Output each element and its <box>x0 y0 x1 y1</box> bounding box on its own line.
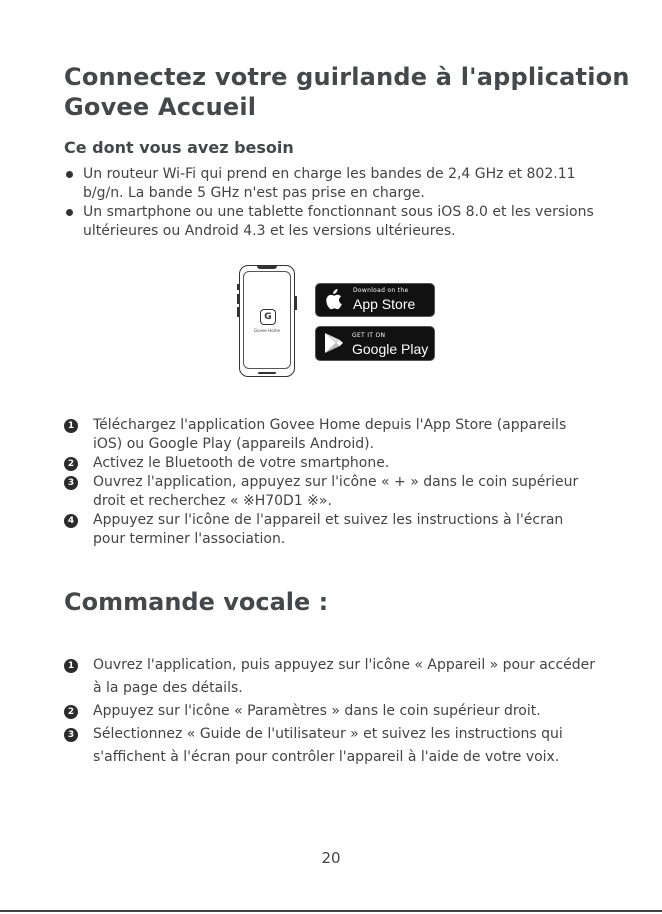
phone-home-indicator <box>258 372 276 374</box>
step-number-badge: 1 <box>64 419 78 433</box>
voice-step <box>64 700 604 723</box>
google-play-badge[interactable] <box>315 326 435 361</box>
phone-side-button <box>295 296 297 310</box>
title-line-2: Govee Accueil <box>64 93 257 121</box>
voice-step <box>64 723 604 769</box>
step-text: Téléchargez l'application Govee Home depuis l'App Store (appareils iOS) ou Google Play (appareils Android). <box>93 417 567 452</box>
voice-steps-list <box>64 654 604 769</box>
title-line-1: Connectez votre guirlande à l'application <box>64 63 630 91</box>
requirement-item: Un routeur Wi-Fi qui prend en charge les bandes de 2,4 GHz et 802.11 b/g/n. La bande 5 GHz n'est pas prise en charge. <box>64 165 604 203</box>
google-play-badge-small-text: GET IT ON <box>352 332 386 339</box>
app-store-badge[interactable] <box>315 283 435 317</box>
step-text: Activez le Bluetooth de votre smartphone. <box>93 455 390 471</box>
google-play-logo-icon <box>324 332 344 354</box>
google-play-badge-big-text: Google Play <box>352 341 429 357</box>
step-number-badge: 4 <box>64 514 78 528</box>
app-icon-label: Govee Home <box>254 328 280 333</box>
step-text: Appuyez sur l'icône de l'appareil et suivez les instructions à l'écran pour terminer l'association. <box>93 512 564 547</box>
phone-notch <box>257 265 277 269</box>
phone-side-button <box>237 284 239 290</box>
setup-step <box>64 416 584 454</box>
phone-side-button <box>237 294 239 304</box>
step-number-badge: 2 <box>64 457 78 471</box>
step-text: Appuyez sur l'icône « Paramètres » dans le coin supérieur droit. <box>93 703 541 719</box>
app-download-illustration <box>239 265 439 380</box>
step-text: Ouvrez l'application, appuyez sur l'icône « + » dans le coin supérieur droit et recherchez « ※H70D1 ※». <box>93 474 579 509</box>
page-title <box>64 62 630 122</box>
section-heading-needs: Ce dont vous avez besoin <box>64 138 294 157</box>
step-text: Ouvrez l'application, puis appuyez sur l'icône « Appareil » pour accéder à la page des détails. <box>93 657 596 696</box>
step-number-badge: 3 <box>64 476 78 490</box>
step-number-badge: 1 <box>64 659 78 673</box>
step-number-badge: 3 <box>64 728 78 742</box>
app-store-badge-big-text: App Store <box>353 296 416 312</box>
smartphone-illustration <box>239 265 295 377</box>
app-store-badge-small-text: Download on the <box>353 287 409 294</box>
govee-app-icon: G <box>260 309 276 325</box>
footer-divider <box>0 910 662 912</box>
setup-step <box>64 454 584 473</box>
page-number: 20 <box>321 849 341 867</box>
voice-step <box>64 654 604 700</box>
step-number-badge: 2 <box>64 705 78 719</box>
setup-steps-list <box>64 416 584 549</box>
apple-logo-icon <box>324 289 342 310</box>
step-text: Sélectionnez « Guide de l'utilisateur » et suivez les instructions qui s'affichent à l'écran pour contrôler l'appareil à l'aide de votre voix. <box>93 726 563 765</box>
setup-step <box>64 511 584 549</box>
requirement-item: Un smartphone ou une tablette fonctionnant sous iOS 8.0 et les versions ultérieures ou Android 4.3 et les versions ultérieures. <box>64 203 604 241</box>
phone-side-button <box>237 307 239 317</box>
setup-step <box>64 473 584 511</box>
section-heading-voice: Commande vocale : <box>64 588 329 616</box>
requirements-list <box>64 165 604 241</box>
